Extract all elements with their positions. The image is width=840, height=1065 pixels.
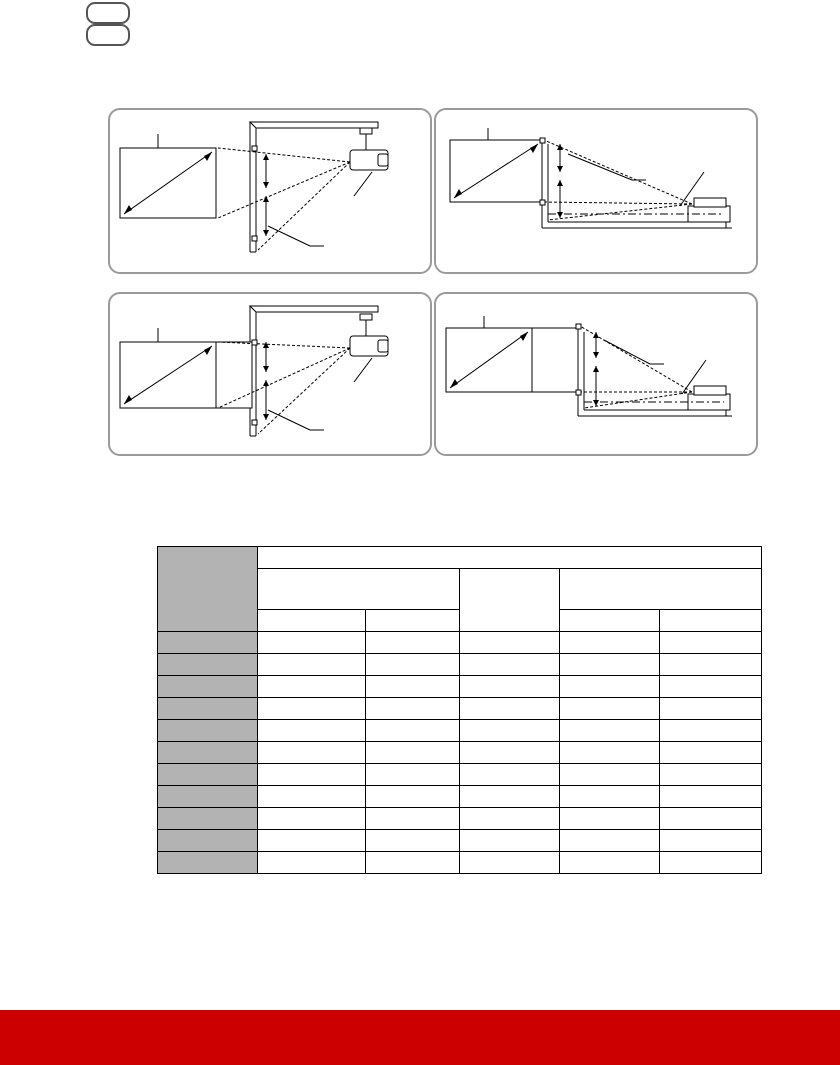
cell (560, 698, 660, 720)
cell (258, 676, 366, 698)
cell (366, 764, 460, 786)
cell (460, 632, 560, 654)
cell (660, 786, 762, 808)
table-header-row-1 (158, 547, 762, 569)
row-label (158, 654, 258, 676)
table-row (158, 808, 762, 830)
row-label (158, 786, 258, 808)
cell (460, 742, 560, 764)
cell (660, 830, 762, 852)
cell (560, 786, 660, 808)
table-row (158, 764, 762, 786)
cell (560, 654, 660, 676)
table-row (158, 852, 762, 874)
note-bracket-icon (86, 24, 130, 46)
projection-dimensions-table (157, 546, 762, 874)
cell (366, 808, 460, 830)
note-bracket-icon (86, 2, 130, 24)
cell (258, 654, 366, 676)
cell (366, 852, 460, 874)
cell (258, 852, 366, 874)
cell (366, 720, 460, 742)
cell (460, 654, 560, 676)
ceiling-mount-front-projection-4-3-drawing (110, 294, 430, 454)
table-row (158, 676, 762, 698)
cell (366, 654, 460, 676)
row-label (158, 676, 258, 698)
cell (660, 720, 762, 742)
table-subheader-4 (660, 610, 762, 632)
table-row (158, 698, 762, 720)
cell (560, 808, 660, 830)
cell (560, 830, 660, 852)
ceiling-mount-front-projection-16-9-drawing (110, 110, 430, 272)
diagram-panel-ceiling-4-3 (108, 292, 432, 456)
cell (560, 676, 660, 698)
row-label (158, 698, 258, 720)
cell (660, 676, 762, 698)
cell (560, 720, 660, 742)
cell (258, 632, 366, 654)
table-subheader-2 (366, 610, 460, 632)
table-subheader-1 (258, 610, 366, 632)
cell (460, 808, 560, 830)
table-header-group-offset (560, 569, 762, 610)
cell (366, 676, 460, 698)
cell (460, 720, 560, 742)
cell (460, 830, 560, 852)
cell (660, 632, 762, 654)
cell (560, 852, 660, 874)
cell (258, 808, 366, 830)
table-row (158, 830, 762, 852)
cell (660, 852, 762, 874)
table-header-group-distance (460, 569, 560, 632)
table-header-group-screen-size (258, 569, 460, 610)
table-header-top-span (258, 547, 762, 569)
cell (660, 764, 762, 786)
cell (660, 742, 762, 764)
row-label (158, 632, 258, 654)
cell (366, 830, 460, 852)
row-label (158, 808, 258, 830)
cell (660, 808, 762, 830)
table-mount-front-projection-16-9-drawing (436, 110, 756, 272)
cell (460, 764, 560, 786)
cell (460, 786, 560, 808)
table-row (158, 742, 762, 764)
table-row (158, 720, 762, 742)
cell (366, 632, 460, 654)
cell (660, 654, 762, 676)
table-mount-front-projection-4-3-drawing (436, 294, 756, 454)
cell (258, 720, 366, 742)
cell (560, 764, 660, 786)
cell (460, 676, 560, 698)
cell (460, 698, 560, 720)
table-row (158, 786, 762, 808)
note-bracket-marks (80, 0, 150, 50)
table-row (158, 654, 762, 676)
cell (258, 698, 366, 720)
row-label (158, 742, 258, 764)
cell (258, 830, 366, 852)
diagram-panel-ceiling-16-9 (108, 108, 432, 274)
row-label (158, 830, 258, 852)
cell (366, 742, 460, 764)
cell (366, 698, 460, 720)
cell (258, 786, 366, 808)
cell (560, 632, 660, 654)
cell (560, 742, 660, 764)
row-label (158, 720, 258, 742)
row-label (158, 764, 258, 786)
table-subheader-3 (560, 610, 660, 632)
cell (660, 698, 762, 720)
cell (366, 786, 460, 808)
diagram-panel-table-16-9 (434, 108, 758, 274)
cell (258, 742, 366, 764)
cell (258, 764, 366, 786)
table-row (158, 632, 762, 654)
row-label (158, 852, 258, 874)
footer-color-band (0, 1010, 840, 1065)
table-corner-cell (158, 547, 258, 632)
cell (460, 852, 560, 874)
diagram-panel-table-4-3 (434, 292, 758, 456)
